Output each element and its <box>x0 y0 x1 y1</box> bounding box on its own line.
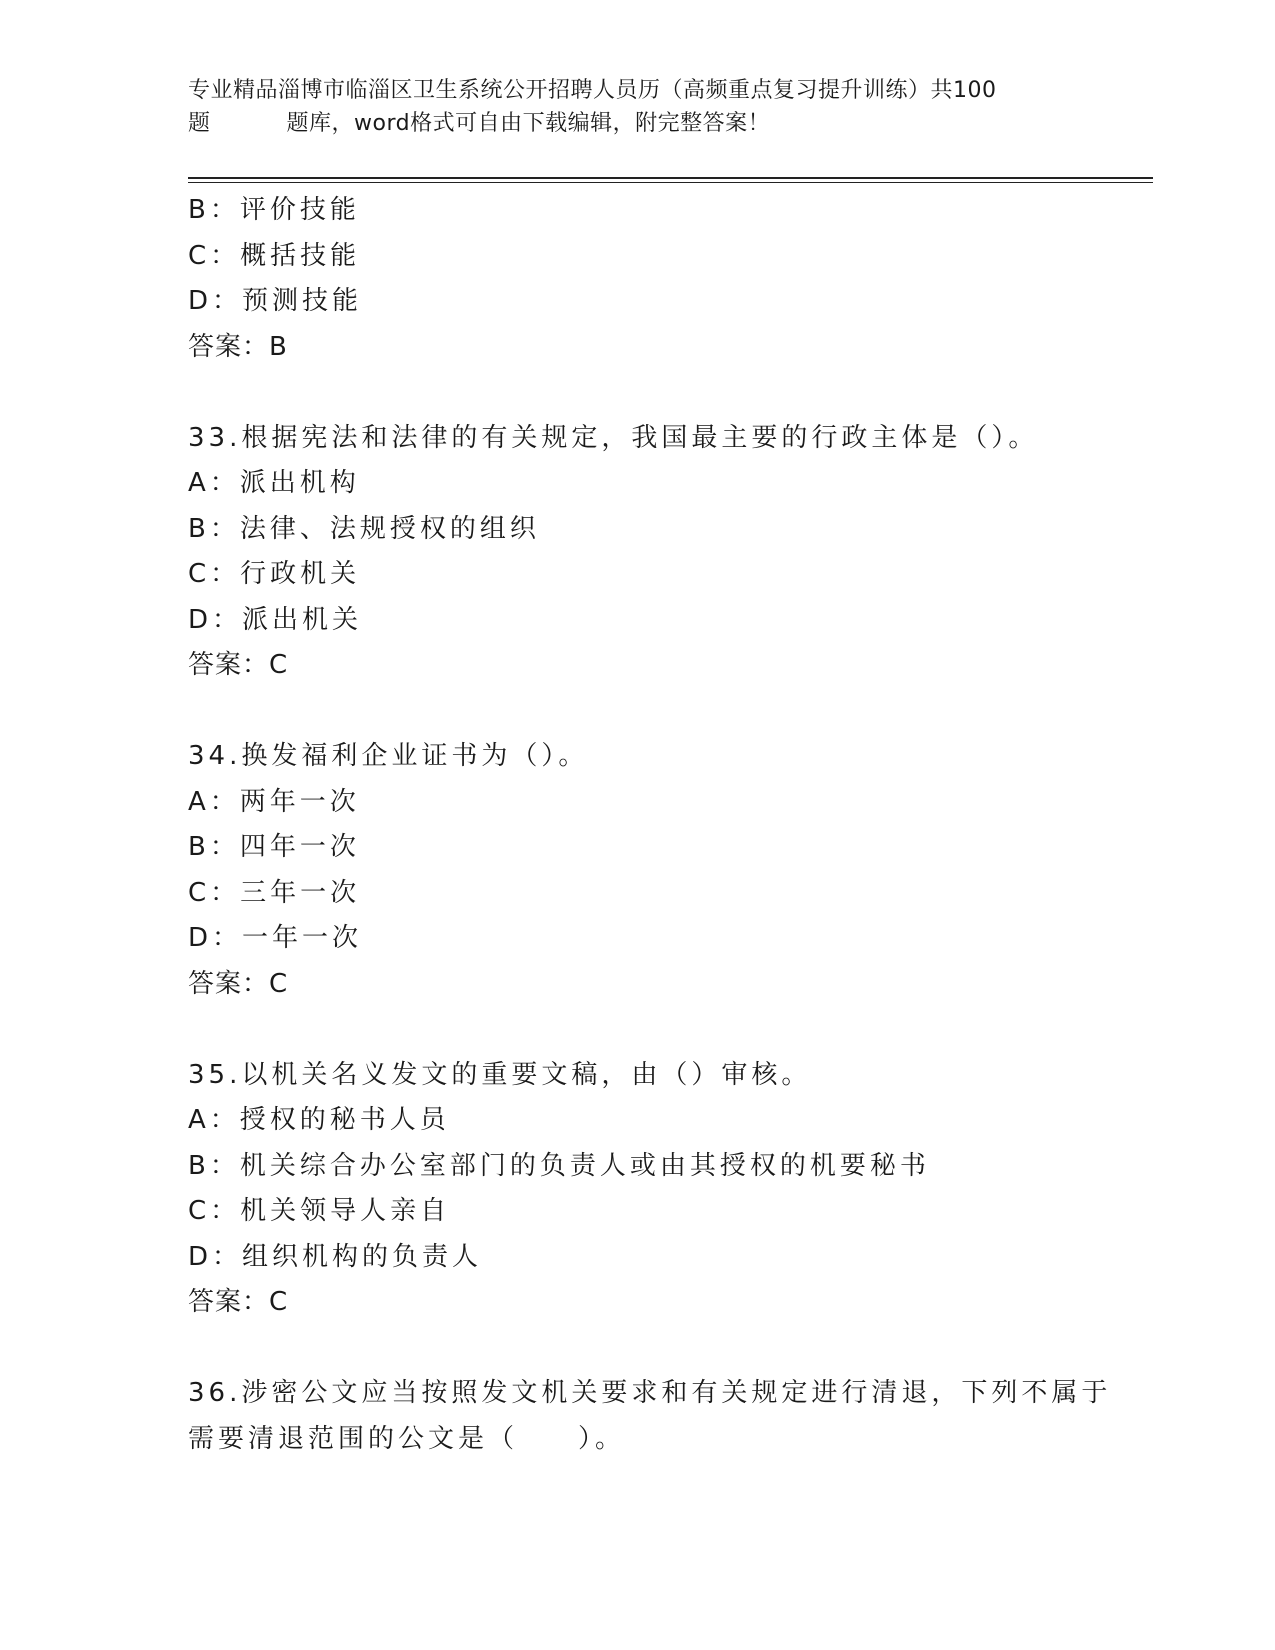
answer: 答案：C <box>188 1287 289 1317</box>
page-header <box>188 74 1088 140</box>
option-a: A：授权的秘书人员 <box>188 1105 450 1135</box>
answer: 答案：C <box>188 968 289 999</box>
question-stem: 33.根据宪法和法律的有关规定，我国最主要的行政主体是（）。 <box>188 422 1039 453</box>
option-d: D：派出机关 <box>188 604 363 635</box>
header-line-2-text: 题库，word格式可自由下载编辑，附完整答案！ <box>286 111 771 136</box>
question-36 <box>188 1371 1112 1462</box>
question-stem-line-2: 需要清退范围的公文是（ ）。 <box>188 1423 626 1454</box>
question-stem-line-1: 36.涉密公文应当按照发文机关要求和有关规定进行清退，下列不属于 <box>188 1378 1112 1408</box>
option-d: D：一年一次 <box>188 923 363 953</box>
option-a: A：派出机构 <box>188 468 360 498</box>
question-35 <box>188 1053 1088 1326</box>
answer: 答案：C <box>188 650 289 680</box>
question-stem: 35.以机关名义发文的重要文稿，由（）审核。 <box>188 1059 812 1090</box>
option-c: C：行政机关 <box>188 559 361 589</box>
question-content <box>188 188 1112 1462</box>
header-divider-thick <box>188 177 1153 179</box>
option-b: B：四年一次 <box>188 832 360 862</box>
header-line-2 <box>188 107 1088 140</box>
header-line-1: 专业精品淄博市临淄区卫生系统公开招聘人员历（高频重点复习提升训练）共100 <box>188 78 997 103</box>
header-divider-thin <box>188 182 1153 183</box>
option-a: A：两年一次 <box>188 786 360 817</box>
option-d: D：组织机构的负责人 <box>188 1241 483 1272</box>
option-c: C：机关领导人亲自 <box>188 1196 451 1226</box>
header-line-2-prefix: 题 <box>188 111 211 136</box>
question-33 <box>188 416 1088 689</box>
question-34 <box>188 734 1088 1007</box>
option-c: C：三年一次 <box>188 877 361 908</box>
question-stem: 34.换发福利企业证书为（）。 <box>188 741 589 771</box>
option-b: B：法律、法规授权的组织 <box>188 513 540 544</box>
option-c: C：概括技能 <box>188 240 361 271</box>
answer: 答案：B <box>188 331 288 362</box>
option-b: B：评价技能 <box>188 195 360 225</box>
option-b: B：机关综合办公室部门的负责人或由其授权的机要秘书 <box>188 1150 930 1181</box>
option-d: D：预测技能 <box>188 286 363 316</box>
question-32-continued <box>188 188 1088 370</box>
